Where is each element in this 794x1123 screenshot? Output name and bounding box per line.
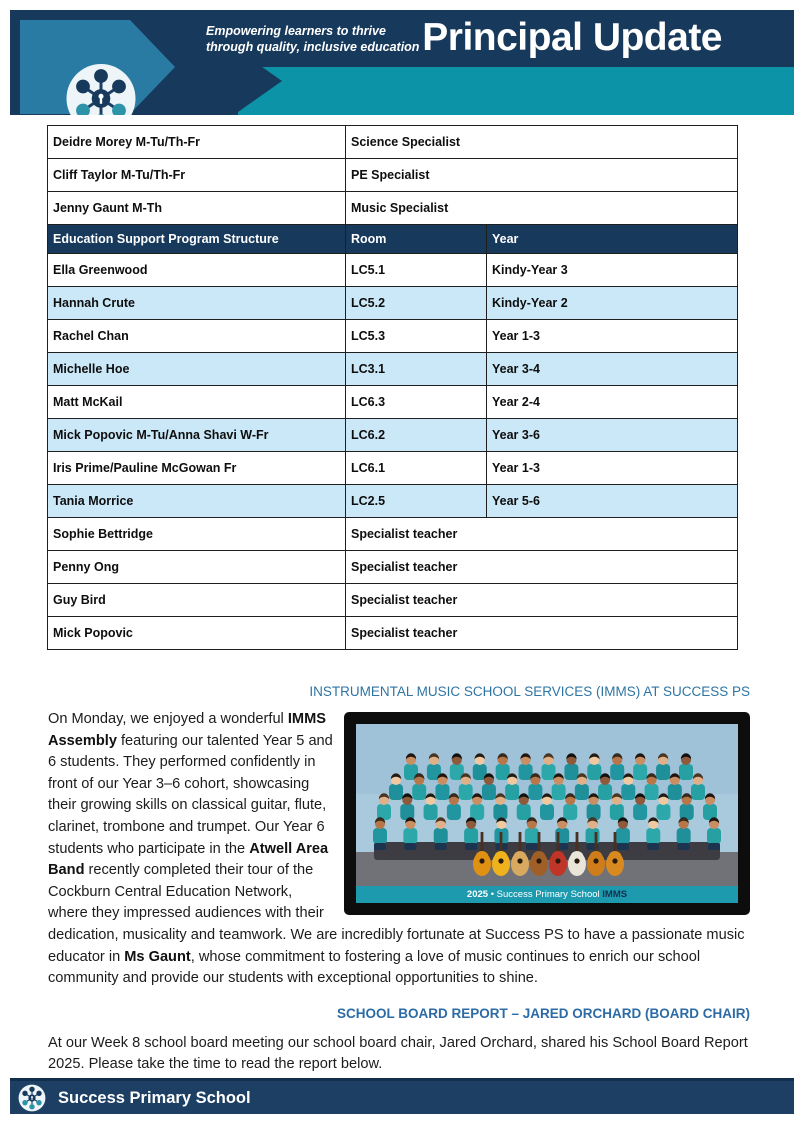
board-section-heading: SCHOOL BOARD REPORT – JARED ORCHARD (BOARD CHAIR) <box>336 1005 750 1021</box>
table-cell: Science Specialist <box>346 126 738 159</box>
footer-bar <box>10 1078 794 1114</box>
table-cell: Sophie Bettridge <box>48 518 346 551</box>
table-row <box>48 551 738 584</box>
table-cell: Specialist teacher <box>346 518 738 551</box>
table-row <box>48 518 738 551</box>
table-cell: Year <box>487 225 738 254</box>
table-row <box>48 287 738 320</box>
board-paragraph: At our Week 8 school board meeting our school board chair, Jared Orchard, shared his School Board Report 2025. Please take the time to read the report below. <box>48 1034 748 1073</box>
table-row <box>48 192 738 225</box>
table-cell: Year 3-4 <box>487 353 738 386</box>
staff-table-container <box>47 125 738 650</box>
table-row <box>48 617 738 650</box>
table-cell: Year 1-3 <box>487 452 738 485</box>
table-row <box>48 126 738 159</box>
imms-section-heading: INSTRUMENTAL MUSIC SCHOOL SERVICES (IMMS) AT SUCCESS PS <box>309 684 750 699</box>
table-cell: Guy Bird <box>48 584 346 617</box>
table-cell: Kindy-Year 2 <box>487 287 738 320</box>
table-cell: Jenny Gaunt M-Th <box>48 192 346 225</box>
caption-school: Success Primary School <box>496 889 600 900</box>
table-cell: Mick Popovic <box>48 617 346 650</box>
table-cell: LC6.2 <box>346 419 487 452</box>
page-title: Principal Update <box>422 16 722 59</box>
table-row <box>48 159 738 192</box>
school-tagline <box>206 23 419 55</box>
table-cell: Ella Greenwood <box>48 254 346 287</box>
table-cell: Specialist teacher <box>346 617 738 650</box>
photo-caption <box>356 886 738 903</box>
table-cell: Room <box>346 225 487 254</box>
table-cell: LC5.1 <box>346 254 487 287</box>
table-cell: LC3.1 <box>346 353 487 386</box>
table-cell: LC2.5 <box>346 485 487 518</box>
table-row <box>48 584 738 617</box>
caption-year: 2025 <box>466 889 489 900</box>
table-cell: Hannah Crute <box>48 287 346 320</box>
table-row <box>48 353 738 386</box>
table-row <box>48 386 738 419</box>
table-cell: Iris Prime/Pauline McGowan Fr <box>48 452 346 485</box>
table-cell: Year 5-6 <box>487 485 738 518</box>
header-banner <box>10 10 794 115</box>
table-row <box>48 419 738 452</box>
table-row <box>48 320 738 353</box>
caption-program: IMMS <box>602 889 628 900</box>
table-cell: Music Specialist <box>346 192 738 225</box>
tagline-line2: through quality, inclusive education <box>206 40 420 54</box>
table-cell: LC5.3 <box>346 320 487 353</box>
table-cell: Education Support Program Structure <box>48 225 346 254</box>
table-row <box>48 452 738 485</box>
table-cell: LC5.2 <box>346 287 487 320</box>
table-cell: Deidre Morey M-Tu/Th-Fr <box>48 126 346 159</box>
table-row <box>48 225 738 254</box>
table-cell: Michelle Hoe <box>48 353 346 386</box>
table-cell: Matt McKail <box>48 386 346 419</box>
table-cell: Year 1-3 <box>487 320 738 353</box>
table-cell: Penny Ong <box>48 551 346 584</box>
table-cell: Cliff Taylor M-Tu/Th-Fr <box>48 159 346 192</box>
tagline-line1: Empowering learners to thrive <box>206 24 386 38</box>
imms-photo-illustration <box>356 724 738 903</box>
table-cell: Year 3-6 <box>487 419 738 452</box>
caption-separator: • <box>490 889 495 900</box>
table-cell: Tania Morrice <box>48 485 346 518</box>
molecule-logo-icon <box>18 1084 46 1112</box>
imms-photo-frame <box>344 712 750 915</box>
footer-school-name: Success Primary School <box>58 1089 251 1107</box>
table-cell: LC6.1 <box>346 452 487 485</box>
table-row <box>48 485 738 518</box>
table-cell: Mick Popovic M-Tu/Anna Shavi W-Fr <box>48 419 346 452</box>
staff-table-body <box>48 126 738 650</box>
table-cell: Specialist teacher <box>346 551 738 584</box>
table-cell: Year 2-4 <box>487 386 738 419</box>
staff-table <box>47 125 738 650</box>
table-cell: Rachel Chan <box>48 320 346 353</box>
article-section <box>48 684 750 1076</box>
table-row <box>48 254 738 287</box>
table-cell: PE Specialist <box>346 159 738 192</box>
table-cell: LC6.3 <box>346 386 487 419</box>
table-cell: Specialist teacher <box>346 584 738 617</box>
imms-paragraph: On Monday, we enjoyed a wonderful IMMS Assembly featuring our talented Year 5 and 6 students. They performed confidently in front of our Year 3–6 cohort, showcasing their growing skills on classical guitar, flute, clarinet, trombone and trumpet. Our Year 6 students who participate in the Atwell Area Band recently completed their tour of the Cockburn Central Education Network, where they impressed audiences with their dedication, musicality and teamwork. We are incredibly fortunate at Success PS to have a passionate music educator in Ms Gaunt, whose commitment to fostering a love of music continues to enrich our school community and provide our students with exceptional opportunities to shine. <box>48 711 745 987</box>
table-cell: Kindy-Year 3 <box>487 254 738 287</box>
imms-group-photo <box>356 724 738 903</box>
